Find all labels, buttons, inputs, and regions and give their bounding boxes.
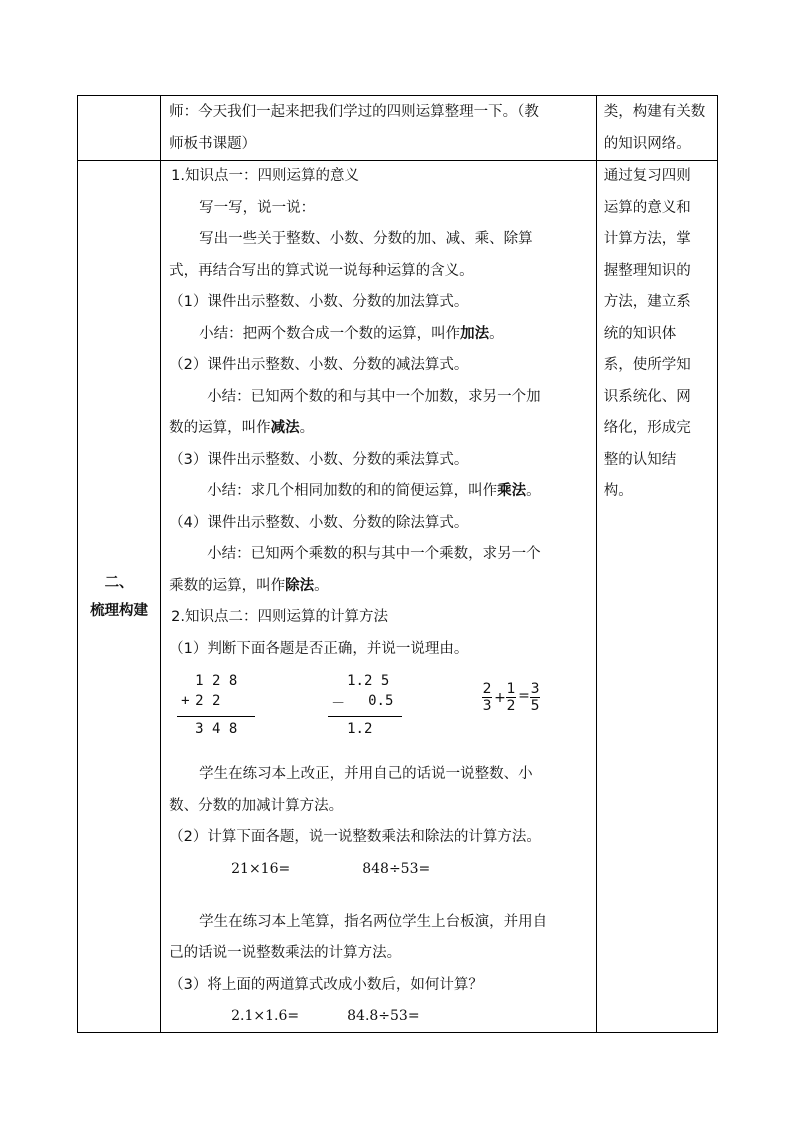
fraction-result-denominator: 5 (530, 698, 540, 714)
intent-line-11: 构。 (603, 483, 633, 499)
vertical-add-bottom: 2 2 (195, 693, 221, 709)
decimal-division: 84.8÷53= (347, 1008, 420, 1024)
intent-line-6: 统的知识体 (603, 325, 677, 342)
addition-item: （1）课件出示整数、小数、分数的加法算式。 (169, 294, 469, 310)
subtraction-summary-end: 。 (299, 420, 315, 436)
decimal-equations (169, 1001, 596, 1032)
intent-line-1: 类，构建有关数 (603, 104, 706, 120)
addition-summary (169, 319, 596, 351)
k1-paragraph-line-1: 写出一些关于整数、小数、分数的加、减、乘、除算 (199, 231, 533, 247)
vertical-sub-result: 1.2 (347, 721, 373, 737)
fraction-a-denominator: 3 (482, 698, 492, 714)
vertical-calculations (169, 673, 596, 749)
vertical-add-rule (177, 716, 255, 717)
intent-line-10: 整的认知结 (603, 451, 677, 468)
fraction-b-numerator: 1 (506, 681, 516, 697)
fraction-result-numerator: 3 (530, 681, 540, 697)
integer-equations (169, 854, 596, 885)
decimal-multiplication: 2.1×1.6= (231, 1008, 300, 1024)
intent-line-9: 络化，形成完 (603, 420, 691, 436)
multiplication-item: （3）课件出示整数、小数、分数的乘法算式。 (169, 451, 469, 468)
intent-line-4: 握整理知识的 (603, 262, 691, 279)
division-summary-text: 乘数的运算，叫作 (169, 577, 286, 594)
teacher-line-1: 师：今天我们一起来把我们学过的四则运算整理一下。（教 (169, 104, 539, 120)
vertical-sub-bottom: 0.5 (368, 693, 394, 709)
vertical-sub-operator: － (331, 696, 346, 712)
fraction-a-numerator: 2 (482, 681, 492, 697)
fraction-plus: + (494, 690, 506, 706)
knowledge-point-2-title: 2.知识点二：四则运算的计算方法 (171, 609, 388, 625)
addition-summary-text: 小结：把两个数合成一个数的运算，叫作 (199, 325, 461, 342)
intent-line-7: 系，使所学知 (603, 357, 691, 373)
intent-line-1: 通过复习四则 (603, 168, 691, 184)
integer-multiplication: 21×16= (231, 860, 291, 877)
table-row-review (78, 161, 718, 1033)
k2-board-line-1: 学生在练习本上笔算，指名两位学生上台板演，并用自 (199, 913, 548, 930)
k2-practice-line-1: 学生在练习本上改正，并用自己的话说一说整数、小 (199, 766, 533, 782)
k1-paragraph-line-2: 式，再结合写出的算式说一说每种运算的含义。 (169, 262, 474, 279)
section-label-cell-empty (78, 96, 161, 161)
subtraction-summary-line-1: 小结：已知两个数的和与其中一个加数，求另一个加 (207, 388, 541, 405)
intent-line-5: 方法，建立系 (603, 294, 691, 310)
multiplication-summary (169, 476, 596, 508)
activity-cell-intro (161, 96, 597, 161)
fraction-b (505, 681, 517, 714)
division-summary-end: 。 (314, 577, 329, 594)
division-summary-line-1: 小结：已知两个乘数的积与其中一个乘数，求另一个 (207, 546, 541, 562)
intent-line-2: 的知识网络。 (603, 135, 691, 152)
subtraction-summary-text: 数的运算，叫作 (169, 420, 271, 436)
addition-summary-end: 。 (489, 325, 504, 342)
fraction-b-denominator: 2 (506, 698, 516, 714)
activity-cell-review (161, 161, 597, 1033)
subtraction-item: （2）课件出示整数、小数、分数的减法算式。 (169, 357, 469, 373)
division-item: （4）课件出示整数、小数、分数的除法算式。 (169, 514, 469, 531)
vertical-sub-top: 1.2 5 (347, 673, 390, 689)
multiplication-summary-text: 小结：求几个相同加数的和的简便运算，叫作 (207, 483, 498, 499)
k2-item-3: （3）将上面的两道算式改成小数后，如何计算？ (169, 976, 483, 993)
blank-space (169, 885, 596, 907)
vertical-add-operator: + (181, 693, 190, 709)
k2-practice-line-2: 数、分数的加减计算方法。 (169, 797, 344, 814)
vertical-add-result: 3 4 8 (195, 721, 238, 737)
intent-cell-review (596, 161, 717, 1033)
fraction-a (481, 681, 493, 714)
division-term: 除法 (285, 577, 315, 594)
vertical-add-top: 1 2 8 (195, 673, 238, 689)
intent-cell-intro (596, 96, 717, 161)
addition-term: 加法 (460, 325, 490, 342)
teacher-line-2: 师板书课题） (169, 135, 257, 152)
k2-item-2: （2）计算下面各题，说一说整数乘法和除法的计算方法。 (169, 829, 541, 845)
subtraction-summary-line-2 (169, 413, 596, 445)
integer-division: 848÷53= (362, 860, 431, 877)
knowledge-point-1-title: 1.知识点一：四则运算的意义 (171, 168, 359, 184)
intent-line-3: 计算方法，掌 (603, 231, 691, 247)
table-row-intro (78, 96, 718, 161)
subtraction-term: 减法 (270, 420, 300, 436)
multiplication-summary-end: 。 (526, 483, 541, 499)
section-title: 梳理构建 (90, 602, 149, 619)
fraction-equals: = (518, 688, 530, 704)
vertical-sub-rule (328, 716, 402, 717)
section-label-cell (78, 161, 161, 1033)
fraction-result (529, 681, 541, 714)
division-summary-line-2 (169, 571, 596, 603)
multiplication-term: 乘法 (497, 483, 527, 499)
k2-item-1: （1）判断下面各题是否正确，并说一说理由。 (169, 640, 469, 657)
intent-line-2: 运算的意义和 (603, 199, 691, 216)
lesson-plan-table (77, 95, 718, 1033)
section-number: 二、 (104, 574, 134, 591)
intent-line-8: 识系统化、网 (603, 388, 691, 405)
k1-intro: 写一写，说一说： (199, 199, 316, 216)
k2-board-line-2: 己的话说一说整数乘法的计算方法。 (169, 945, 402, 961)
